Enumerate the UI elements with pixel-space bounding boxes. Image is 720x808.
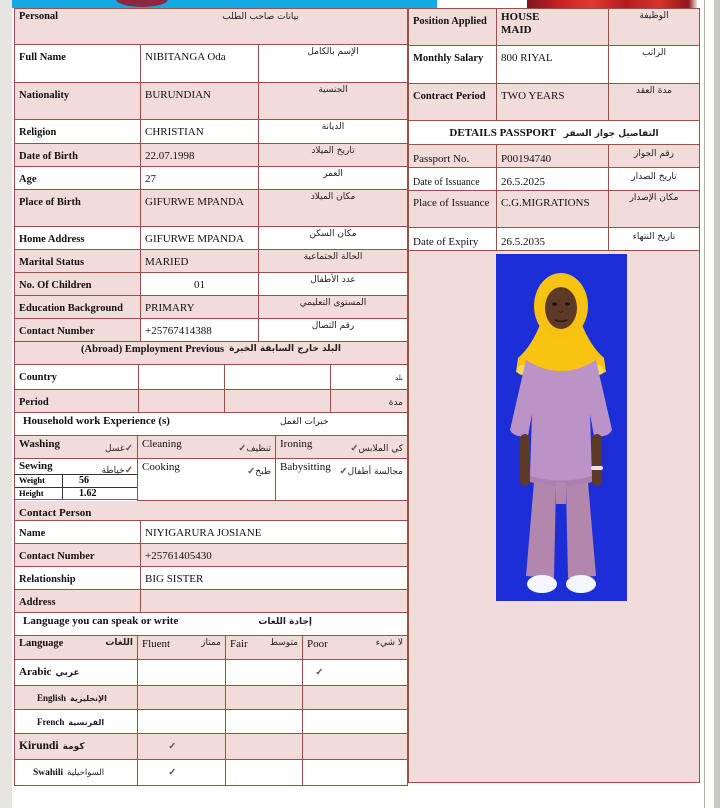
field-arabic: الإسم بالكامل (307, 47, 359, 57)
fair-col-header: Fair متوسط (226, 636, 303, 660)
scan-margin-left (0, 0, 12, 808)
fluent-check[interactable]: ✓ (168, 767, 177, 778)
language-name: Arabic (19, 666, 52, 678)
field-value: +25767414388 (145, 325, 212, 337)
field-arabic: رقم الجواز (633, 149, 675, 159)
scan-margin-right (714, 0, 720, 808)
contact-person-header: Contact Person (19, 507, 92, 519)
language-section-header: Language you can speak or write إجادة اللغات (15, 613, 408, 636)
field-value: 01 (194, 279, 205, 291)
country-label: Country (19, 372, 57, 383)
abroad-header-arabic: البلد خارج السابقة الخبرة (229, 344, 341, 354)
field-value: BIG SISTER (145, 573, 204, 585)
language-col-header: Language اللغات (15, 636, 138, 660)
field-label: Education Background (19, 303, 123, 314)
check-icon: ✓ (124, 443, 133, 454)
field-value: BURUNDIAN (145, 89, 211, 101)
field-arabic: الجنسية (318, 85, 348, 95)
field-arabic: مدة العقد (636, 86, 672, 96)
field-label: Age (19, 174, 37, 185)
field-value: NIBITANGA Oda (145, 51, 226, 63)
field-arabic: الراتب (641, 48, 667, 58)
skill-ironing: Ironing ✓كي الملابس (276, 436, 408, 459)
field-value: HOUSE MAID (501, 11, 540, 36)
field-label: Religion (19, 127, 57, 138)
fluent-col-header: Fluent ممتاز (138, 636, 226, 660)
skill-sewing-block: Sewing خياطة✓ Weight 56 Height 1.62 (15, 459, 138, 501)
field-arabic: رقم التصال (311, 321, 355, 331)
field-label: Date of Issuance (413, 177, 480, 188)
country-value-2[interactable] (225, 365, 331, 390)
period-value-2[interactable] (225, 390, 331, 413)
language-name: English (37, 693, 67, 703)
abroad-employment-header (15, 342, 408, 365)
field-arabic: عدد الأطفال (310, 275, 356, 285)
field-arabic: الوظيفة (639, 11, 669, 21)
field-arabic: الحالة الجتماعية (303, 252, 363, 262)
household-header (15, 413, 408, 436)
skill-cleaning: Cleaning ✓تنظيف (138, 436, 276, 459)
field-arabic: تاريخ الصدار (631, 172, 677, 182)
personal-header-arabic: بيانات صاحب الطلب (222, 12, 299, 22)
photo-panel (409, 251, 700, 783)
check-icon: ✓ (237, 443, 247, 454)
skill-sewing: Sewing (19, 460, 53, 472)
field-label: Address (19, 597, 56, 608)
language-name: Kirundi (19, 740, 59, 752)
household-header-label: Household work Experience (s) (23, 415, 170, 427)
field-value: NIYIGARURA JOSIANE (145, 527, 262, 539)
skill-cooking: Cooking ✓طبخ (138, 459, 276, 501)
field-arabic: مكان السكن (309, 229, 357, 239)
field-label: Relationship (19, 574, 76, 585)
field-label: Marital Status (19, 257, 85, 268)
country-arabic: بلد (395, 374, 403, 382)
field-label: Position Applied (413, 16, 487, 27)
top-banner-blue (12, 0, 437, 8)
field-arabic: الديانة (321, 122, 345, 132)
abroad-header-label: (Abroad) Employment Previous (81, 344, 225, 355)
field-arabic: مكان الإصدار (629, 193, 679, 203)
field-label: Contact Number (19, 326, 95, 337)
field-value: 800 RIYAL (501, 52, 553, 64)
period-label: Period (19, 397, 49, 408)
poor-check[interactable]: ✓ (315, 667, 324, 678)
check-icon: ✓ (350, 443, 359, 454)
check-icon: ✓ (124, 465, 133, 476)
field-value: 27 (145, 173, 156, 185)
field-arabic: العمر (323, 169, 343, 179)
language-name: French (37, 717, 65, 727)
personal-header-label: Personal (19, 11, 59, 22)
check-icon: ✓ (246, 466, 256, 477)
field-label: Monthly Salary (413, 53, 484, 64)
field-value: P00194740 (501, 153, 552, 165)
field-label: Place of Birth (19, 197, 81, 208)
weight-label: Weight (15, 475, 63, 487)
period-arabic: مدة (388, 398, 403, 408)
field-label: Passport No. (413, 153, 470, 165)
household-header-arabic: خبرات العمل (279, 417, 329, 427)
personal-header (15, 9, 408, 45)
field-label: Date of Birth (19, 151, 78, 162)
passport-details-header: DETAILS PASSPORT التفاصيل جواز السفر (409, 121, 700, 145)
skill-babysitting: Babysitting ✓مجالسة أطفال (276, 459, 408, 501)
field-value: +25761405430 (145, 550, 212, 562)
field-value: 26.5.2025 (501, 176, 545, 188)
height-label: Height (15, 488, 63, 499)
field-label: Home Address (19, 234, 85, 245)
weight-value: 56 (79, 475, 89, 486)
height-value: 1.62 (79, 488, 97, 499)
field-label: No. Of Children (19, 280, 92, 291)
field-arabic: تاريخ الميلاد (311, 146, 355, 156)
field-value: TWO YEARS (501, 90, 565, 102)
poor-col-header: Poor لا شيء (303, 636, 408, 660)
field-value: C.G.MIGRATIONS (501, 197, 590, 209)
personal-table: Personal بيانات صاحب الطلب Full Name NIBITANGA Oda الإسم بالكامل Nationality BURUNDIAN الجنسية Religion CHRISTIAN الديانة Date of Birth 22.07.1998 تاريخ الميلاد Age 27 العمر Place of Birth GIFURWE MPANDA مكان الميلاد Home Address GIFURWE MPANDA مكان السكن Marital Status MARIED الحالة الجتماعية No. Of Children 01 عدد الأطفال Education Background PRIMARY المستوى التعليمي Contact Number +25767414388 رقم التصال (Abroad) Employment Previous البلد خارج السابقة الخبرة Country بلد Period مدة Household work Experience (s) خبرات العمل Washing غسل✓ Cleaning ✓تنظيف Ironing ✓كي الملابس Sewing خياطة✓ Weight 56 Height 1.62 Cooking ✓طبخ Babysitting ✓مجالسة أطفال Contact Person Name NIYIGARURA JOSIANE Contact Number +25761405430 Relationship BIG SISTER Address Language you can speak or write إجادة اللغات Language اللغات Fluent ممتاز Fair متوسط Poor لا شيء Arabic عربي ✓ English الإنجليزية French الفرنسية Kirundi كومة ✓ Swahili السواحيلية ✓ (14, 8, 408, 786)
fluent-check[interactable]: ✓ (168, 741, 177, 752)
check-icon: ✓ (339, 466, 348, 477)
field-value: 22.07.1998 (145, 150, 195, 162)
field-arabic: مكان الميلاد (310, 192, 356, 202)
skill-washing: Washing غسل✓ (15, 436, 138, 459)
field-arabic: تاريخ النتهاء (632, 232, 676, 242)
field-value: 26.5.2035 (501, 236, 545, 248)
language-name: Swahili (33, 768, 64, 778)
field-arabic: المستوى التعليمي (299, 298, 367, 308)
applicant-photo (496, 254, 627, 601)
field-value: GIFURWE MPANDA (145, 196, 244, 208)
field-label: Date of Expiry (413, 236, 479, 248)
field-value: GIFURWE MPANDA (145, 233, 244, 245)
position-passport-table (408, 8, 700, 783)
field-value: CHRISTIAN (145, 126, 204, 138)
field-value: PRIMARY (145, 302, 195, 314)
field-label: Contact Number (19, 551, 95, 562)
field-label: Name (19, 528, 46, 539)
field-label: Contract Period (413, 91, 486, 102)
field-label: Place of Issuance (413, 197, 490, 209)
field-label: Full Name (19, 52, 66, 63)
field-value: MARIED (145, 256, 189, 268)
field-label: Nationality (19, 90, 70, 101)
scan-page-edge (704, 0, 714, 808)
